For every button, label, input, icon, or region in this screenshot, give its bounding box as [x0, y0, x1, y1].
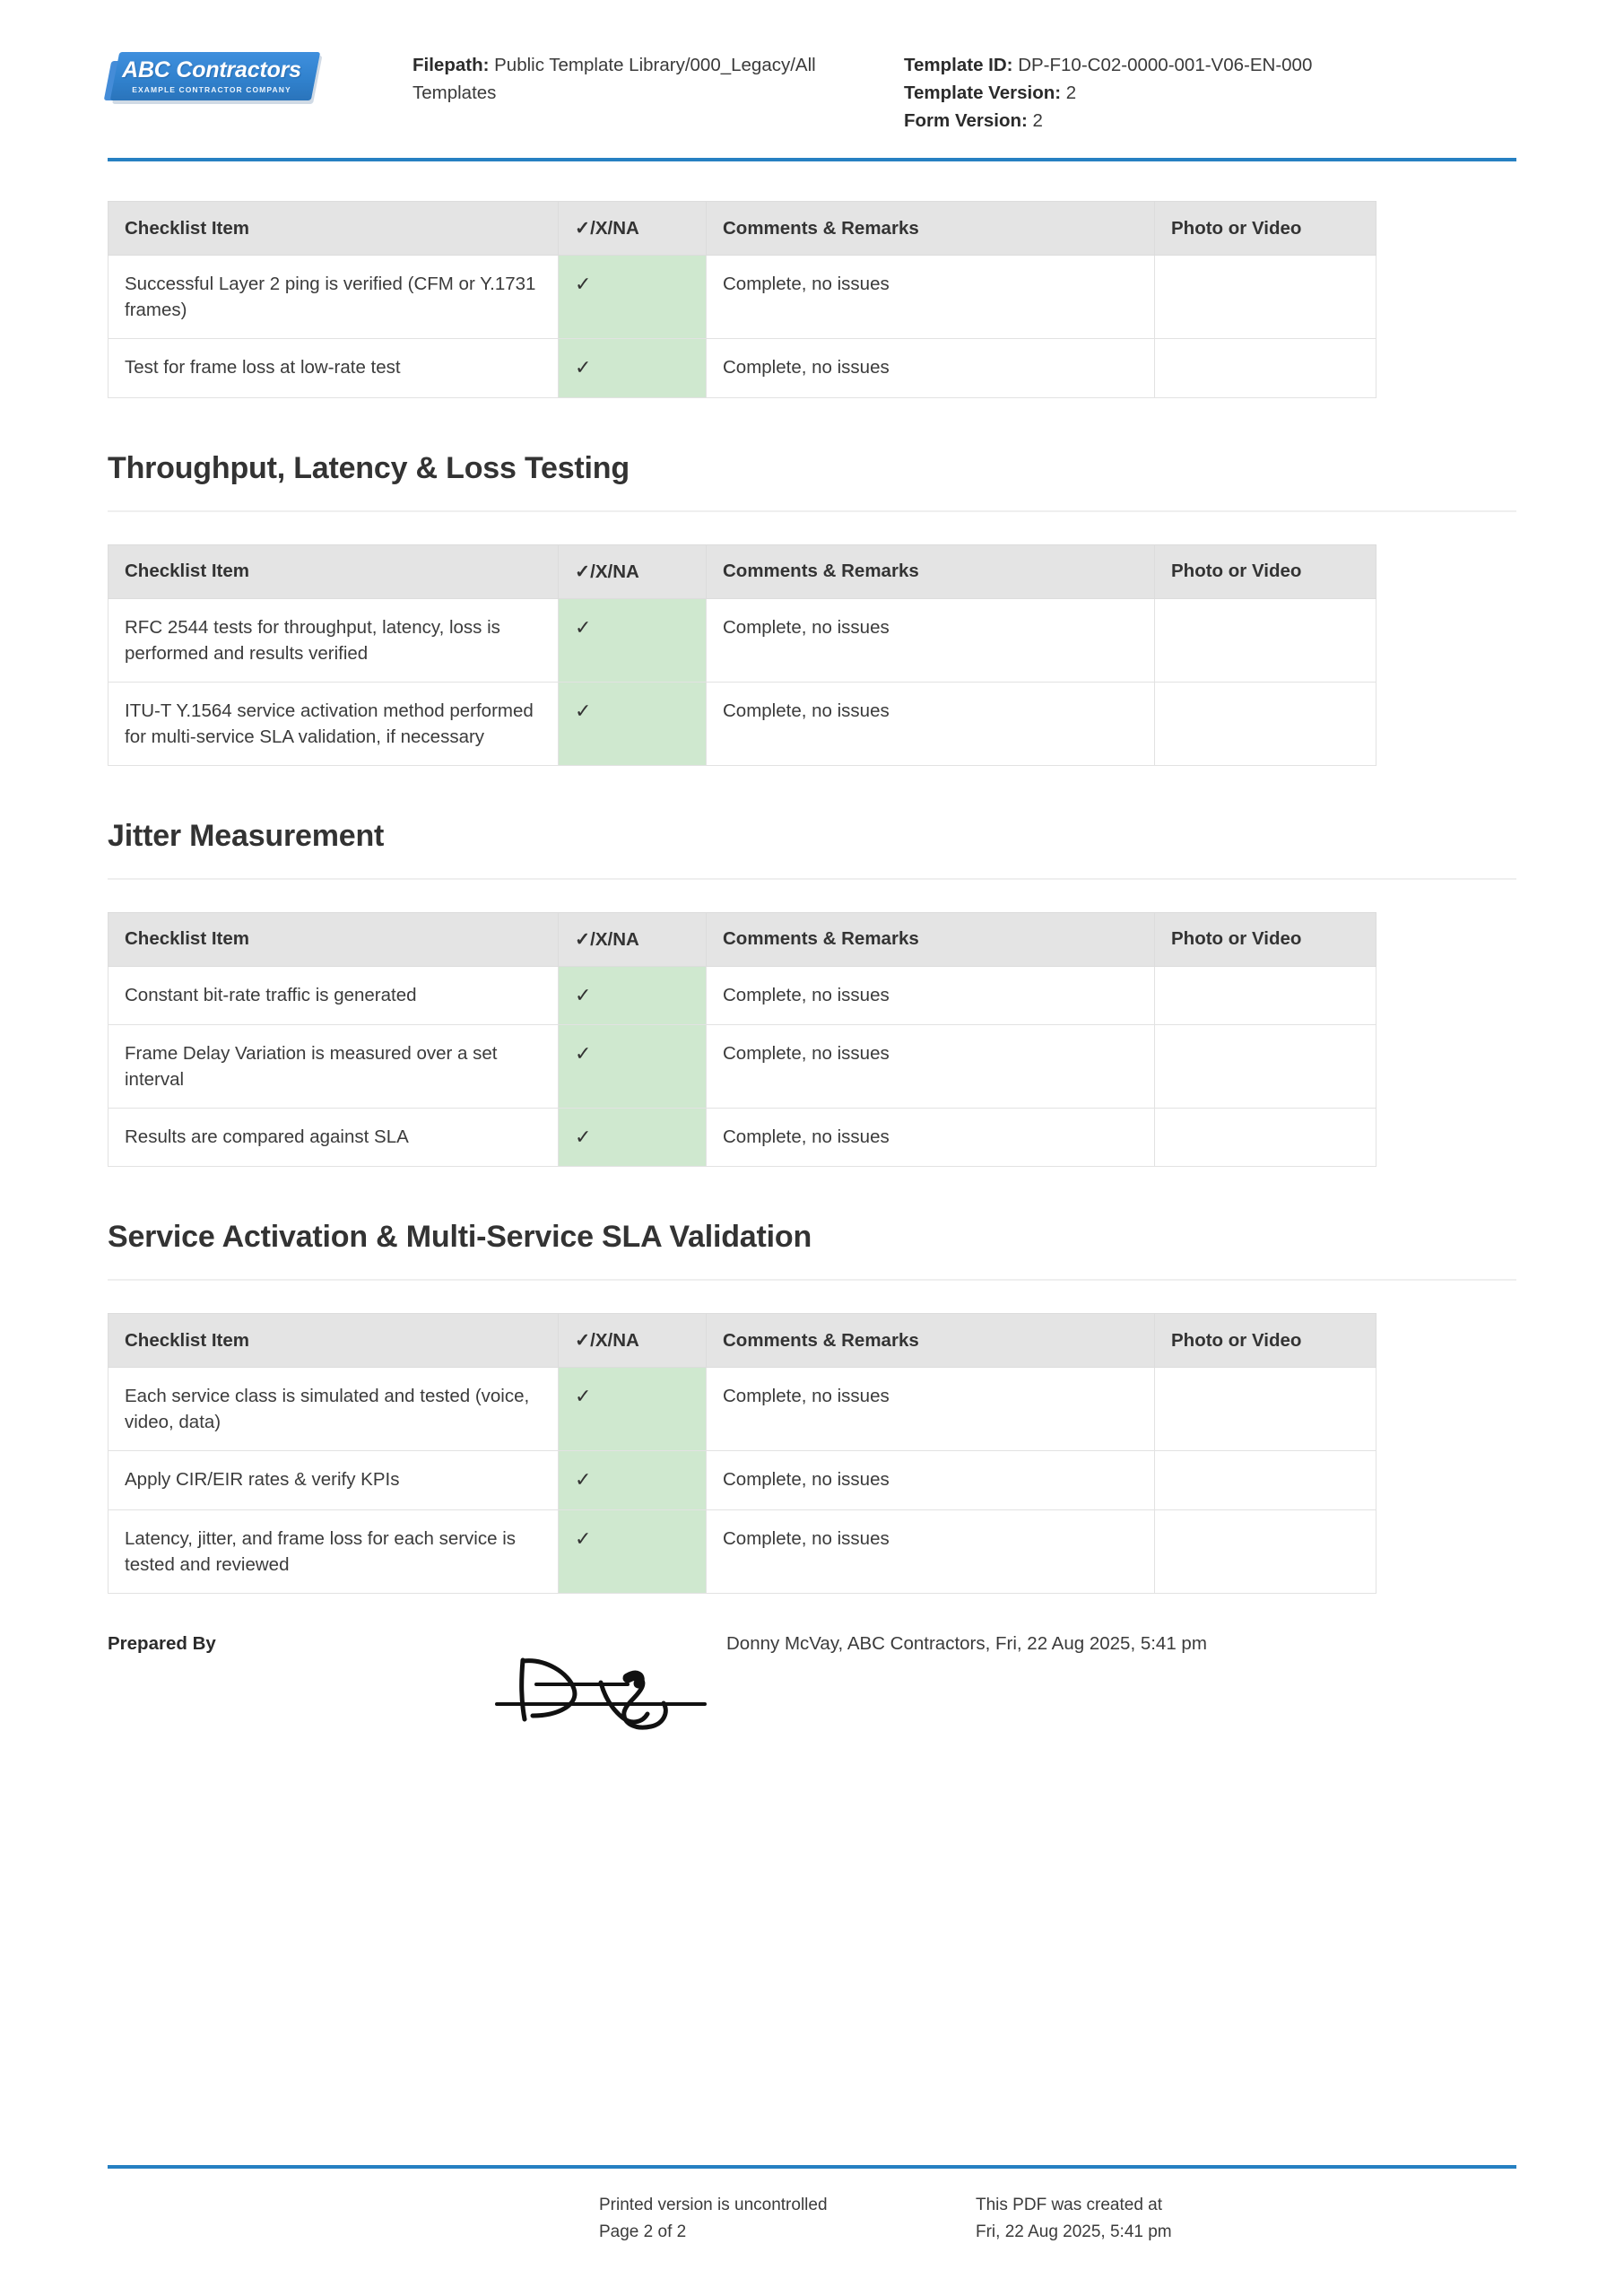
form-version-row — [904, 108, 1516, 135]
cell-checklist-item: RFC 2544 tests for throughput, latency, loss is performed and results verified — [109, 598, 559, 682]
form-version-value: 2 — [1032, 109, 1043, 131]
cell-comments[interactable]: Complete, no issues — [707, 598, 1155, 682]
checklist-table — [108, 544, 1376, 766]
cell-photo-or-video[interactable] — [1155, 339, 1376, 397]
company-logo — [108, 34, 413, 104]
filepath-block — [413, 34, 852, 108]
cell-comments[interactable]: Complete, no issues — [707, 1024, 1155, 1108]
header-divider — [108, 158, 1516, 161]
cell-checklist-item: Latency, jitter, and frame loss for each service is tested and reviewed — [109, 1509, 559, 1593]
cell-checklist-item: Each service class is simulated and tested (voice, video, data) — [109, 1368, 559, 1451]
table-header-row — [109, 912, 1376, 966]
checklist-table — [108, 912, 1376, 1168]
form-version-label: Form Version: — [904, 109, 1028, 131]
section-divider — [108, 510, 1516, 512]
column-header-comments: Comments & Remarks — [707, 202, 1155, 256]
template-id-row — [904, 52, 1516, 80]
column-header-mark: ✓/X/NA — [559, 202, 707, 256]
checklist-table — [108, 1313, 1376, 1594]
column-header-checklist-item: Checklist Item — [109, 544, 559, 598]
cell-checklist-item: ITU-T Y.1564 service activation method performed for multi-service SLA validation, if necessary — [109, 682, 559, 765]
cell-check-mark[interactable]: ✓ — [559, 256, 707, 339]
column-header-mark: ✓/X/NA — [559, 1314, 707, 1368]
cell-photo-or-video[interactable] — [1155, 1451, 1376, 1509]
cell-photo-or-video[interactable] — [1155, 598, 1376, 682]
column-header-comments: Comments & Remarks — [707, 1314, 1155, 1368]
cell-photo-or-video[interactable] — [1155, 1368, 1376, 1451]
template-id-value: DP-F10-C02-0000-001-V06-EN-000 — [1018, 55, 1313, 75]
column-header-photo: Photo or Video — [1155, 912, 1376, 966]
cell-checklist-item: Successful Layer 2 ping is verified (CFM or Y.1731 frames) — [109, 256, 559, 339]
column-header-checklist-item: Checklist Item — [109, 1314, 559, 1368]
column-header-checklist-item: Checklist Item — [109, 912, 559, 966]
cell-comments[interactable]: Complete, no issues — [707, 1451, 1155, 1509]
cell-comments[interactable]: Complete, no issues — [707, 1509, 1155, 1593]
prepared-by-block — [108, 1633, 1516, 1750]
cell-comments[interactable]: Complete, no issues — [707, 1109, 1155, 1167]
cell-photo-or-video[interactable] — [1155, 256, 1376, 339]
sections-container — [108, 201, 1516, 1594]
cell-check-mark[interactable]: ✓ — [559, 1451, 707, 1509]
checklist-table — [108, 201, 1376, 397]
prepared-by-label: Prepared By — [108, 1632, 216, 1654]
cell-photo-or-video[interactable] — [1155, 1024, 1376, 1108]
section-title: Throughput, Latency & Loss Testing — [108, 450, 630, 485]
column-header-mark: ✓/X/NA — [559, 912, 707, 966]
cell-checklist-item: Frame Delay Variation is measured over a set interval — [109, 1024, 559, 1108]
cell-comments[interactable]: Complete, no issues — [707, 682, 1155, 765]
cell-check-mark[interactable]: ✓ — [559, 1024, 707, 1108]
table-row — [109, 1451, 1376, 1509]
table-row — [109, 682, 1376, 765]
cell-check-mark[interactable]: ✓ — [559, 966, 707, 1024]
cell-photo-or-video[interactable] — [1155, 966, 1376, 1024]
cell-photo-or-video[interactable] — [1155, 1509, 1376, 1593]
template-id-label: Template ID: — [904, 55, 1013, 75]
cell-check-mark[interactable]: ✓ — [559, 1368, 707, 1451]
table-row — [109, 1024, 1376, 1108]
prepared-by-value: Donny McVay, ABC Contractors, Fri, 22 Aug 2025, 5:41 pm — [726, 1632, 1207, 1654]
cell-checklist-item: Apply CIR/EIR rates & verify KPIs — [109, 1451, 559, 1509]
section-divider — [108, 878, 1516, 880]
cell-check-mark[interactable]: ✓ — [559, 682, 707, 765]
table-header-row — [109, 1314, 1376, 1368]
footer-page-number: Page 2 of 2 — [599, 2222, 687, 2242]
template-version-label: Template Version: — [904, 82, 1062, 103]
footer-left-block — [599, 2192, 976, 2247]
cell-comments[interactable]: Complete, no issues — [707, 256, 1155, 339]
footer-uncontrolled-note: Printed version is uncontrolled — [599, 2196, 828, 2214]
cell-comments[interactable]: Complete, no issues — [707, 1368, 1155, 1451]
cell-checklist-item: Test for frame loss at low-rate test — [109, 339, 559, 397]
table-row — [109, 966, 1376, 1024]
footer-divider — [108, 2165, 1516, 2169]
document-header — [0, 0, 1624, 135]
section-title: Service Activation & Multi-Service SLA Validation — [108, 1220, 812, 1255]
cell-check-mark[interactable]: ✓ — [559, 339, 707, 397]
footer-created-timestamp: Fri, 22 Aug 2025, 5:41 pm — [976, 2222, 1172, 2242]
cell-check-mark[interactable]: ✓ — [559, 1509, 707, 1593]
cell-checklist-item: Results are compared against SLA — [109, 1109, 559, 1167]
column-header-photo: Photo or Video — [1155, 202, 1376, 256]
table-row — [109, 1368, 1376, 1451]
cell-comments[interactable]: Complete, no issues — [707, 339, 1155, 397]
cell-comments[interactable]: Complete, no issues — [707, 966, 1155, 1024]
column-header-photo: Photo or Video — [1155, 544, 1376, 598]
section-divider — [108, 1279, 1516, 1281]
signature-mark-icon — [493, 1653, 723, 1747]
cell-photo-or-video[interactable] — [1155, 1109, 1376, 1167]
table-row — [109, 1109, 1376, 1167]
column-header-comments: Comments & Remarks — [707, 912, 1155, 966]
document-footer — [108, 2192, 1516, 2247]
filepath-label: Filepath: — [413, 55, 490, 75]
logo-tagline: EXAMPLE CONTRACTOR COMPANY — [132, 84, 291, 94]
template-meta-block — [852, 34, 1516, 135]
table-row — [109, 339, 1376, 397]
cell-checklist-item: Constant bit-rate traffic is generated — [109, 966, 559, 1024]
table-header-row — [109, 202, 1376, 256]
table-row — [109, 1509, 1376, 1593]
cell-photo-or-video[interactable] — [1155, 682, 1376, 765]
section-title: Jitter Measurement — [108, 818, 385, 853]
column-header-mark: ✓/X/NA — [559, 544, 707, 598]
column-header-photo: Photo or Video — [1155, 1314, 1376, 1368]
table-header-row — [109, 544, 1376, 598]
column-header-comments: Comments & Remarks — [707, 544, 1155, 598]
cell-check-mark[interactable]: ✓ — [559, 598, 707, 682]
footer-created-label: This PDF was created at — [976, 2196, 1163, 2214]
table-row — [109, 256, 1376, 339]
template-version-row — [904, 80, 1516, 108]
cell-check-mark[interactable]: ✓ — [559, 1109, 707, 1167]
template-version-value: 2 — [1065, 82, 1077, 103]
filepath-value: Public Template Library/000_Legacy/All Templates — [413, 55, 816, 103]
document-content — [0, 201, 1624, 1750]
table-row — [109, 598, 1376, 682]
footer-right-block — [976, 2192, 1352, 2247]
column-header-checklist-item: Checklist Item — [109, 202, 559, 256]
logo-company-name: ABC Contractors — [122, 57, 301, 83]
